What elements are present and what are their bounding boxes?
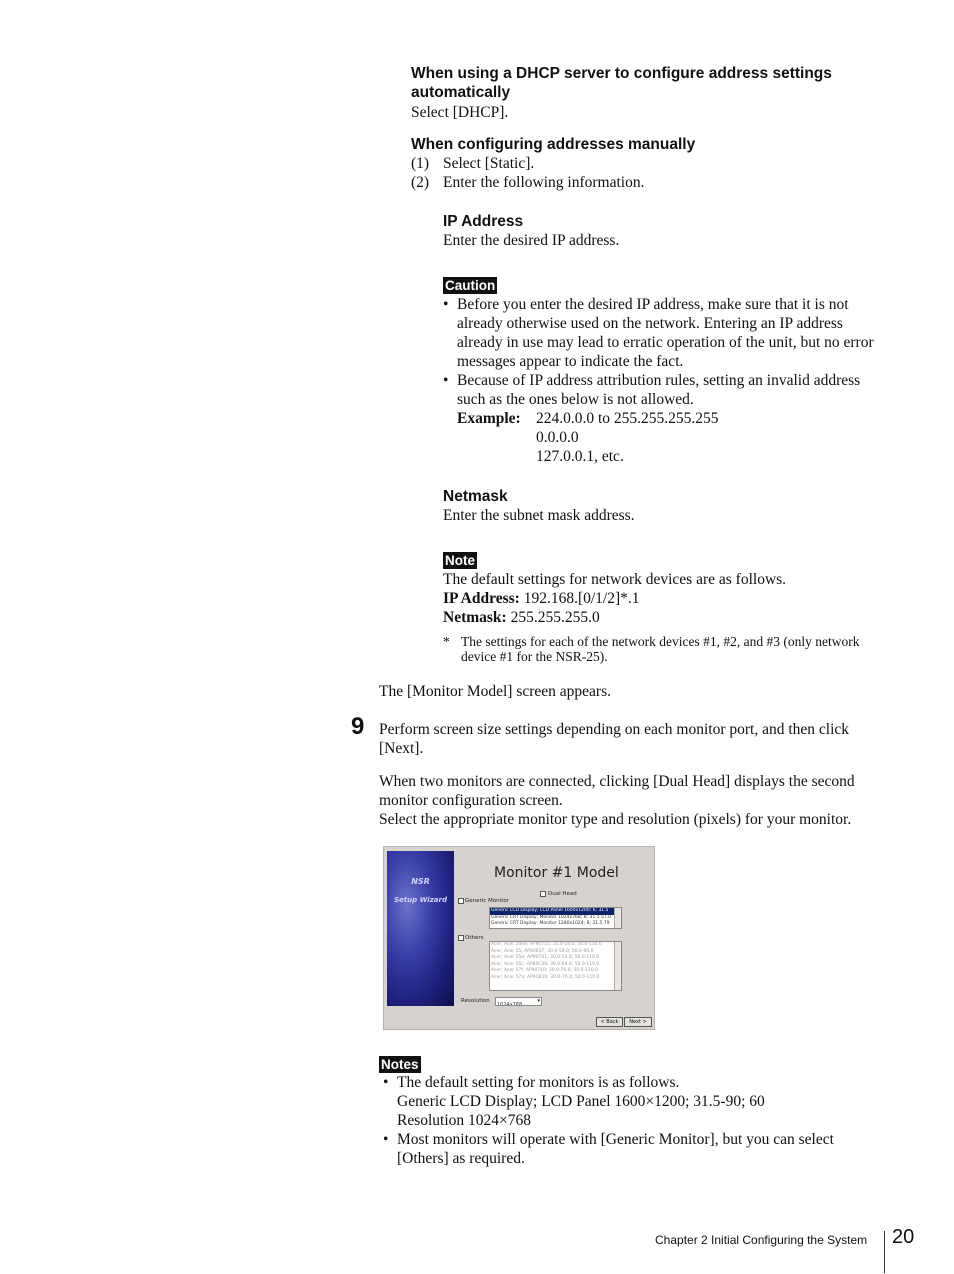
- footer-chapter: Chapter 2 Initial Configuring the System: [655, 1233, 868, 1247]
- caution-list: [443, 295, 888, 466]
- footnote-text: The settings for each of the network devices #1, #2, and #3 (only network device #1 for the NSR-25).: [461, 634, 860, 664]
- step-text: Select [Static].: [443, 155, 535, 172]
- list-item[interactable]: Acer; Acer 57f; AP90710; 30.0-70.0; 50.0-110.0: [491, 968, 599, 973]
- generic-monitor-radio[interactable]: [458, 898, 464, 904]
- notes-bullet-1: • The default setting for monitors is as follows. Generic LCD Display; LCD Panel 1600×1200; 31.5-90; 60 Resolution 1024×768: [383, 1074, 765, 1129]
- back-button[interactable]: < Back: [596, 1017, 623, 1027]
- list-item[interactable]: Acer; Acer 54ee; AF90715; 31.0-54.0; 50.0-110.0: [491, 942, 602, 947]
- example-line: 127.0.0.1, etc.: [536, 448, 624, 465]
- caution-bullet-1: [443, 295, 888, 371]
- scrollbar[interactable]: [614, 908, 621, 928]
- manual-heading: When configuring addresses manually: [411, 136, 696, 153]
- resolution-label: Resolution: [461, 998, 490, 1004]
- note-ip: IP Address: 192.168.[0/1/2]*.1: [443, 590, 640, 607]
- footer-divider: [884, 1231, 885, 1273]
- side-subtitle: Setup Wizard: [394, 896, 447, 904]
- note-body: [443, 570, 888, 627]
- step-number: (1): [411, 155, 430, 172]
- list-item[interactable]: Acer; Acer 57a; AP91B16; 30.0-70.0; 50.0-110.0: [491, 974, 600, 980]
- dual-head-checkbox[interactable]: [540, 891, 546, 897]
- list-item[interactable]: Acer; Acer 55e; AP90701; 30.0-54.0; 50.0-110.0: [491, 955, 600, 960]
- dual-head-label: Dual Head: [548, 891, 577, 897]
- others-radio[interactable]: [458, 935, 464, 941]
- side-title: NSR: [411, 877, 430, 886]
- list-item[interactable]: Acer; Acer 56L; AP84C38; 30.0-64.0; 50.0-110.0: [491, 961, 600, 967]
- generic-monitor-label: Generic Monitor: [465, 898, 509, 904]
- dhcp-text: Select [DHCP].: [411, 104, 509, 121]
- notes-list: [383, 1073, 888, 1168]
- ip-address-text: Enter the desired IP address.: [443, 232, 620, 249]
- step-9-number: 9: [351, 713, 365, 740]
- footnote-mark: *: [443, 634, 450, 649]
- example-values: [536, 409, 719, 466]
- bullet-marker: •: [383, 1074, 389, 1091]
- monitor-title: Monitor #1 Model: [494, 865, 619, 881]
- bullet-text: Because of IP address attribution rules, setting an invalid address such as the ones below is not allowed.: [457, 372, 861, 408]
- caution-example: [443, 409, 888, 466]
- note-label: Note: [445, 553, 475, 568]
- dhcp-heading: When using a DHCP server to configure address settings automatically: [411, 65, 832, 101]
- list-item[interactable]: Generic CRT Display; Monitor 1280x1024; 8; 31.5 79: [491, 921, 610, 926]
- page-number: 20: [892, 1226, 915, 1248]
- resolution-select[interactable]: [495, 997, 542, 1006]
- resolution-value: 1024x768: [497, 1002, 523, 1006]
- generic-monitor-list[interactable]: [489, 907, 622, 929]
- scrollbar[interactable]: [614, 942, 621, 990]
- next-button[interactable]: Next >: [624, 1017, 652, 1027]
- manual-step-1: [411, 154, 535, 173]
- chevron-down-icon: ▾: [537, 999, 540, 1004]
- netmask-text: Enter the subnet mask address.: [443, 507, 635, 524]
- wizard-side-banner: [387, 851, 454, 1006]
- list-item[interactable]: Generic CRT Display; Monitor 1024x768; 8; 31.5 57.0: [491, 914, 612, 920]
- step-9-text: Perform screen size settings depending on each monitor port, and then click [Next].: [379, 721, 850, 757]
- monitor-model-screenshot: [383, 846, 655, 1030]
- bullet-marker: •: [383, 1131, 389, 1148]
- example-line: 0.0.0.0: [536, 429, 579, 446]
- bullet-text: Before you enter the desired IP address, make sure that it is not already otherwise used on the network. Entering an IP address already in use may lead to erratic operation of the unit, but no error messages appear to indicate the fact.: [457, 296, 874, 370]
- bullet-marker: •: [443, 372, 449, 389]
- example-line: 224.0.0.0 to 255.255.255.255: [536, 410, 719, 427]
- step-text: Enter the following information.: [443, 174, 645, 191]
- ip-address-heading: IP Address: [443, 213, 524, 230]
- step-9-paragraph: When two monitors are connected, clicking [Dual Head] displays the second monitor configuration screen. Select the appropriate monitor type and resolution (pixels) for your monitor.: [379, 773, 855, 828]
- others-label: Others: [465, 935, 484, 941]
- note-text: The default settings for network devices are as follows.: [443, 571, 787, 588]
- monitor-model-text: The [Monitor Model] screen appears.: [379, 683, 611, 700]
- list-item[interactable]: Generic LCD Display; LCD Panel 1600x1200; 6; 31.5: [490, 908, 621, 915]
- notes-label: Notes: [381, 1057, 419, 1072]
- manual-step-2: [411, 173, 645, 192]
- others-list[interactable]: [489, 941, 622, 991]
- example-label: Example:: [457, 410, 521, 427]
- caution-label: Caution: [445, 278, 496, 293]
- step-number: (2): [411, 174, 430, 191]
- bullet-marker: •: [443, 296, 449, 313]
- note-netmask: Netmask: 255.255.255.0: [443, 609, 600, 626]
- footnote: [443, 634, 883, 664]
- netmask-heading: Netmask: [443, 488, 508, 505]
- list-item[interactable]: Acer; Acer 55; AP80837; 30.0-56.0; 50.0-90.0: [491, 948, 594, 954]
- caution-bullet-2: [443, 371, 888, 409]
- notes-bullet-2: • Most monitors will operate with [Generic Monitor], but you can select [Others] as required.: [383, 1131, 834, 1167]
